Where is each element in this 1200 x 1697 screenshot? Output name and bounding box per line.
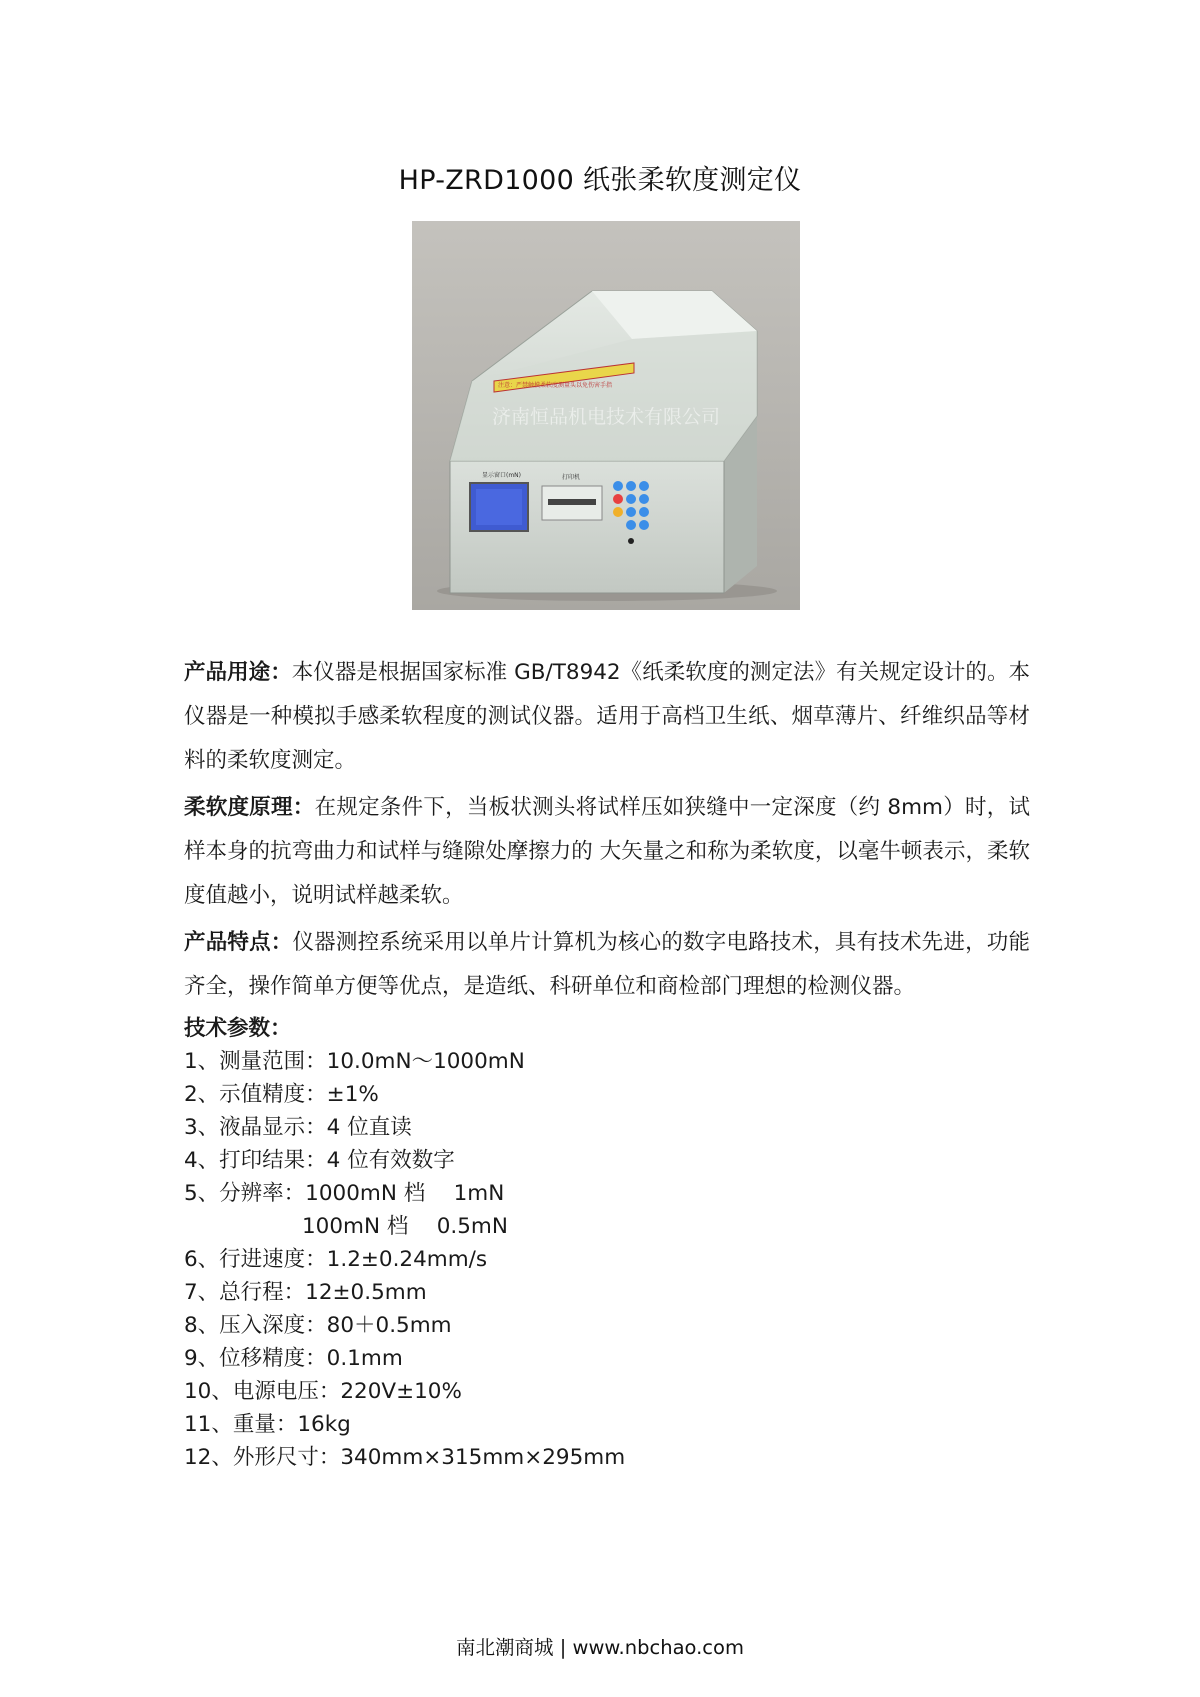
spec-item: 7、总行程：12±0.5mm [184,1280,427,1305]
spec-item: 6、行进速度：1.2±0.24mm/s [184,1247,488,1272]
spec-item [184,1210,1030,1243]
section-heading: 柔软度原理： [184,795,315,820]
spec-item: 4、打印结果：4 位有效数字 [184,1148,455,1173]
photo-watermark: 济南恒品机电技术有限公司 [491,406,721,428]
spec-item: 5、分辨率：1000mN 档 1mN [184,1181,505,1206]
spec-item: 9、位移精度：0.1mm [184,1346,403,1371]
section-usage [184,651,1030,783]
spec-item: 1、测量范围：10.0mN～1000mN [184,1049,525,1074]
section-heading: 产品用途： [184,660,292,685]
product-photo [412,221,800,610]
section-heading: 产品特点： [184,930,293,955]
spec-item: 3、液晶显示：4 位直读 [184,1115,412,1140]
spec-item: 10、电源电压：220V±10% [184,1379,462,1404]
document-body [184,651,1030,1474]
document-title: HP-ZRD1000 纸张柔软度测定仪 [398,165,802,196]
printer-label: 打印机 [562,474,581,481]
spec-item: 12、外形尺寸：340mm×315mm×295mm [184,1445,626,1470]
spec-item: 8、压入深度：80＋0.5mm [184,1313,452,1338]
warning-label: 注意：严禁触摸柔软度测量头以免伤害手指 [498,382,613,389]
specs-heading: 技术参数： [184,1016,292,1041]
section-text: 本仪器是根据国家标准 GB/T8942《纸柔软度的测定法》有关规定设计的。本仪器是一种模拟手感柔软程度的测试仪器。适用于高档卫生纸、烟草薄片、纤维织品等材料的柔软度测定。 [184,660,1030,773]
section-text: 仪器测控系统采用以单片计算机为核心的数字电路技术，具有技术先进，功能齐全，操作简单方便等优点，是造纸、科研单位和商检部门理想的检测仪器。 [184,930,1030,999]
footer: 南北潮商城 | www.nbchao.com [456,1636,744,1659]
spec-item: 2、示值精度：±1% [184,1082,379,1107]
spec-item: 11、重量：16kg [184,1412,351,1437]
spec-item-continuation: 100mN 档 0.5mN [302,1214,508,1239]
section-text: 在规定条件下，当板状测头将试样压如狭缝中一定深度（约 8mm）时，试样本身的抗弯曲力和试样与缝隙处摩擦力的 大矢量之和称为柔软度，以毫牛顿表示，柔软度值越小，说明试样越柔软。 [184,795,1030,908]
section-principle [184,786,1030,918]
display-label: 显示窗口(mN) [482,472,522,479]
section-features [184,921,1030,1009]
spec-list [184,1045,1030,1474]
